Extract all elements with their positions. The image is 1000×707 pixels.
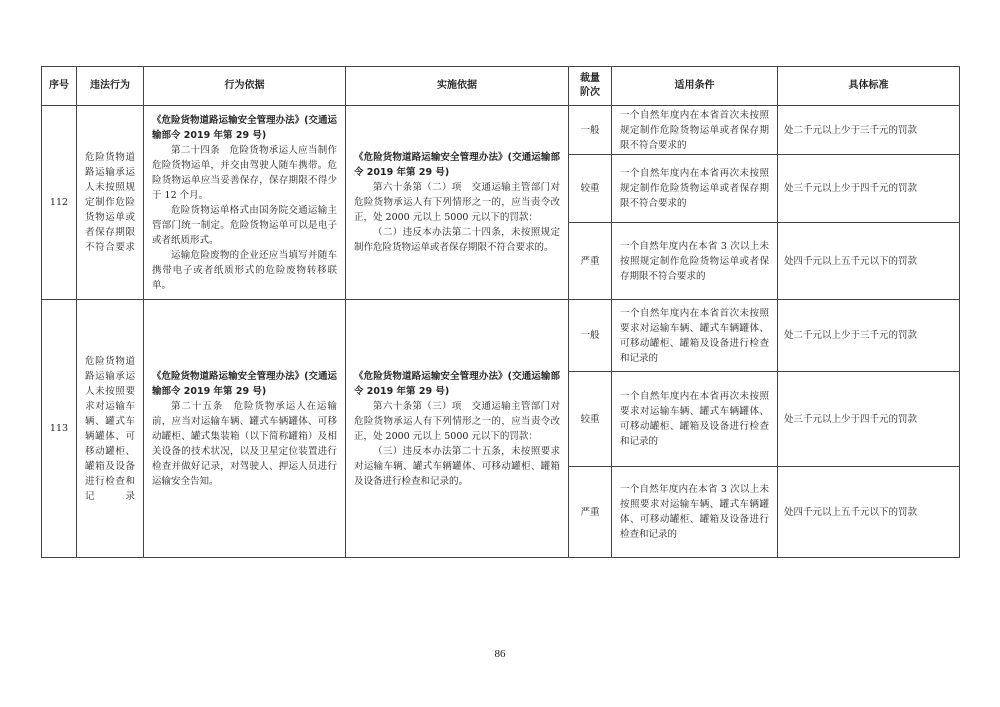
penalty-table: [41, 66, 960, 558]
act-basis-paragraph: 第二十四条 危险货物承运人应当制作危险货物运单，并交由驾驶人随车携带。危险货物运单应当妥善保存，保存期限不得少于 12 个月。: [152, 144, 337, 201]
header-no: 序号: [42, 67, 77, 106]
implementation-basis-paragraph: （三）违反本办法第二十五条，未按照要求对运输车辆、罐式车辆罐体、可移动罐柜、罐箱及设备进行检查和记录的。: [354, 445, 560, 487]
header-level: 裁量阶次: [569, 67, 612, 106]
specific-standard: 处二千元以上少于三千元的罚款: [778, 106, 960, 155]
discretion-level: 较重: [569, 372, 612, 467]
implementation-basis: [346, 106, 569, 300]
applicable-condition: 一个自然年度内在本省再次未按照要求对运输车辆、罐式车辆罐体、可移动罐柜、罐箱及设备进行检查和记录的: [612, 372, 778, 467]
applicable-condition: 一个自然年度内在本省再次未按照规定制作危险货物运单或者保存期限不符合要求的: [612, 155, 778, 223]
act-basis-paragraph: 第二十五条 危险货物承运人在运输前，应当对运输车辆、罐式车辆罐体、可移动罐柜、罐式集装箱（以下简称罐箱）及相关设备的技术状况，以及卫星定位装置进行检查并做好记录，对驾驶人、押运人员进行运输安全告知。: [152, 400, 337, 487]
applicable-condition: 一个自然年度内在本省首次未按照要求对运输车辆、罐式车辆罐体、可移动罐柜、罐箱及设备进行检查和记录的: [612, 300, 778, 372]
act-basis-title: 《危险货物道路运输安全管理办法》(交通运输部令 2019 年第 29 号): [152, 370, 337, 397]
specific-standard: 处二千元以上少于三千元的罚款: [778, 300, 960, 372]
specific-standard: 处三千元以上少于四千元的罚款: [778, 155, 960, 223]
applicable-condition: 一个自然年度内在本省 3 次以上未按照要求对运输车辆、罐式车辆罐体、可移动罐柜、罐箱及设备进行检查和记录的: [612, 467, 778, 558]
implementation-basis: [346, 300, 569, 558]
header-act: 违法行为: [77, 67, 144, 106]
violation-act-text: 危险货物道路运输承运人未按照要求对运输车辆、罐式车辆罐体、可移动罐柜、罐箱及设备进行检查和记录: [85, 355, 135, 502]
discretion-level: 较重: [569, 155, 612, 223]
row-number: 112: [42, 106, 77, 300]
table-row: [42, 300, 960, 372]
violation-act-text: 危险货物道路运输承运人未按照规定制作危险货物运单或者保存期限不符合要求: [85, 152, 135, 253]
act-basis-paragraph: 运输危险废物的企业还应当填写并随车携带电子或者纸质形式的危险废物转移联单。: [152, 249, 337, 291]
header-cond: 适用条件: [612, 67, 778, 106]
implementation-basis-paragraph: 第六十条第（二）项 交通运输主管部门对危险货物承运人有下列情形之一的，应当责令改正，处 2000 元以上 5000 元以下的罚款：: [354, 182, 560, 223]
header-impl: 实施依据: [346, 67, 569, 106]
act-basis: [144, 106, 346, 300]
violation-act: [77, 300, 144, 558]
header-basis: 行为依据: [144, 67, 346, 106]
page-number: 86: [494, 648, 506, 660]
act-basis-paragraph: 危险货物运单格式由国务院交通运输主管部门统一制定。危险货物运单可以是电子或者纸质形式。: [152, 204, 337, 246]
implementation-basis-paragraph: 第六十条第（三）项 交通运输主管部门对危险货物承运人有下列情形之一的，应当责令改正，处 2000 元以上 5000 元以下的罚款：: [354, 400, 560, 442]
specific-standard: 处四千元以上五千元以下的罚款: [778, 467, 960, 558]
act-basis: [144, 300, 346, 558]
discretion-level: 严重: [569, 467, 612, 558]
specific-standard: 处三千元以上少于四千元的罚款: [778, 372, 960, 467]
specific-standard: 处四千元以上五千元以下的罚款: [778, 223, 960, 300]
applicable-condition: 一个自然年度内在本省首次未按照规定制作危险货物运单或者保存期限不符合要求的: [612, 106, 778, 155]
discretion-level: 严重: [569, 223, 612, 300]
implementation-basis-title: 《危险货物道路运输安全管理办法》(交通运输部令 2019 年第 29 号): [354, 152, 560, 178]
implementation-basis-title: 《危险货物道路运输安全管理办法》(交通运输部令 2019 年第 29 号): [354, 370, 560, 397]
applicable-condition: 一个自然年度内在本省 3 次以上未按照规定制作危险货物运单或者保存期限不符合要求的: [612, 223, 778, 300]
table-header-row: [42, 67, 960, 106]
row-number: 113: [42, 300, 77, 558]
implementation-basis-paragraph: （二）违反本办法第二十四条，未按照规定制作危险货物运单或者保存期限不符合要求的。: [354, 227, 560, 253]
violation-act: [77, 106, 144, 300]
header-std: 具体标准: [778, 67, 960, 106]
table-row: [42, 106, 960, 155]
act-basis-title: 《危险货物道路运输安全管理办法》(交通运输部令 2019 年第 29 号): [152, 114, 337, 141]
discretion-level: 一般: [569, 300, 612, 372]
discretion-level: 一般: [569, 106, 612, 155]
